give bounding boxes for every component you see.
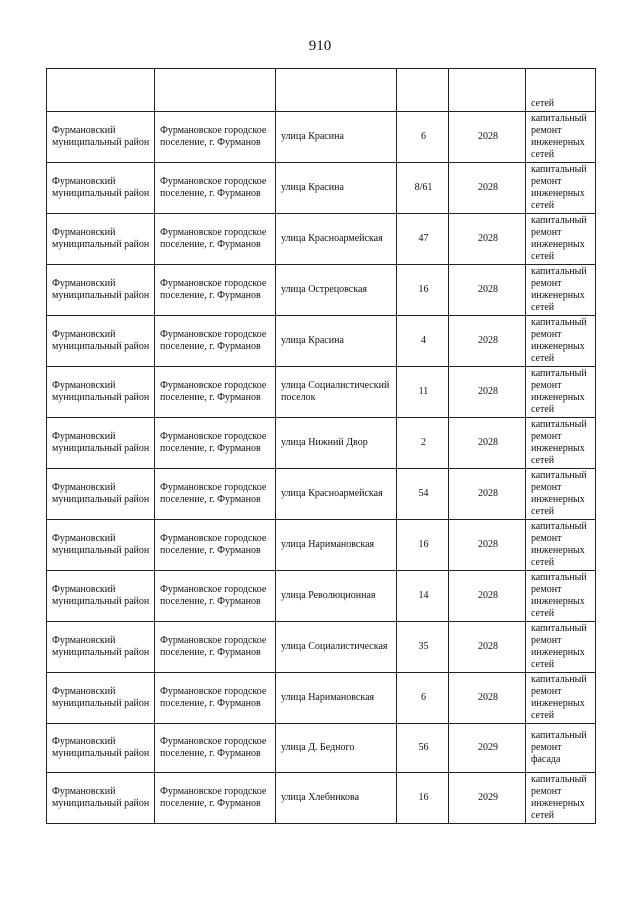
cell-work-type: капитальный ремонт инженерных сетей [526, 673, 596, 724]
cell-street: улица Наримановская [276, 520, 397, 571]
cell-area: Фурмановский муниципальный район [47, 773, 155, 824]
table-row [47, 418, 596, 469]
table-row [47, 214, 596, 265]
cell-house: 47 [397, 214, 449, 265]
table-row [47, 265, 596, 316]
cell-street: улица Красноармейская [276, 469, 397, 520]
cell-area: Фурмановский муниципальный район [47, 469, 155, 520]
table-row [47, 469, 596, 520]
cell-settlement: Фурмановское городское поселение, г. Фурманов [155, 367, 276, 418]
cell-year: 2028 [449, 571, 526, 622]
table-row [47, 571, 596, 622]
cell-settlement: Фурмановское городское поселение, г. Фурманов [155, 622, 276, 673]
cell-street: улица Красина [276, 316, 397, 367]
cell-area [47, 69, 155, 112]
cell-settlement: Фурмановское городское поселение, г. Фурманов [155, 163, 276, 214]
cell-area: Фурмановский муниципальный район [47, 214, 155, 265]
table-row [47, 163, 596, 214]
table-row [47, 622, 596, 673]
cell-area: Фурмановский муниципальный район [47, 520, 155, 571]
cell-area: Фурмановский муниципальный район [47, 265, 155, 316]
cell-year: 2028 [449, 367, 526, 418]
cell-year: 2028 [449, 112, 526, 163]
table-row [47, 673, 596, 724]
cell-settlement: Фурмановское городское поселение, г. Фурманов [155, 773, 276, 824]
cell-settlement: Фурмановское городское поселение, г. Фурманов [155, 418, 276, 469]
cell-area: Фурмановский муниципальный район [47, 367, 155, 418]
cell-street [276, 69, 397, 112]
cell-work-type: капитальный ремонт инженерных сетей [526, 520, 596, 571]
cell-settlement: Фурмановское городское поселение, г. Фурманов [155, 724, 276, 773]
cell-house: 16 [397, 773, 449, 824]
cell-street: улица Красина [276, 163, 397, 214]
cell-house: 56 [397, 724, 449, 773]
cell-settlement: Фурмановское городское поселение, г. Фурманов [155, 265, 276, 316]
cell-area: Фурмановский муниципальный район [47, 673, 155, 724]
cell-house: 6 [397, 673, 449, 724]
cell-settlement: Фурмановское городское поселение, г. Фурманов [155, 571, 276, 622]
cell-work-type: капитальный ремонт фасада [526, 724, 596, 773]
cell-year: 2029 [449, 773, 526, 824]
cell-street: улица Нижний Двор [276, 418, 397, 469]
cell-year: 2029 [449, 724, 526, 773]
cell-settlement: Фурмановское городское поселение, г. Фурманов [155, 112, 276, 163]
cell-settlement: Фурмановское городское поселение, г. Фурманов [155, 316, 276, 367]
cell-year: 2028 [449, 316, 526, 367]
cell-house [397, 69, 449, 112]
cell-work-type: капитальный ремонт инженерных сетей [526, 316, 596, 367]
table-row [47, 520, 596, 571]
cell-street: улица Хлебникова [276, 773, 397, 824]
registry-table [46, 68, 596, 824]
cell-work-type: капитальный ремонт инженерных сетей [526, 367, 596, 418]
registry-table-body [47, 69, 596, 824]
cell-area: Фурмановский муниципальный район [47, 418, 155, 469]
cell-year: 2028 [449, 520, 526, 571]
cell-work-type: капитальный ремонт инженерных сетей [526, 571, 596, 622]
cell-area: Фурмановский муниципальный район [47, 622, 155, 673]
page-number: 910 [308, 38, 332, 54]
table-row [47, 112, 596, 163]
table-row [47, 367, 596, 418]
cell-year: 2028 [449, 163, 526, 214]
cell-house: 11 [397, 367, 449, 418]
cell-year: 2028 [449, 418, 526, 469]
cell-street: улица Революционная [276, 571, 397, 622]
cell-street: улица Социалистический поселок [276, 367, 397, 418]
cell-house: 6 [397, 112, 449, 163]
cell-house: 4 [397, 316, 449, 367]
cell-area: Фурмановский муниципальный район [47, 724, 155, 773]
cell-house: 8/61 [397, 163, 449, 214]
cell-street: улица Красина [276, 112, 397, 163]
cell-house: 16 [397, 520, 449, 571]
cell-settlement: Фурмановское городское поселение, г. Фурманов [155, 469, 276, 520]
continuation-row [47, 69, 596, 112]
table-row [47, 773, 596, 824]
cell-street: улица Социалистическая [276, 622, 397, 673]
cell-year: 2028 [449, 214, 526, 265]
table-row [47, 316, 596, 367]
cell-area: Фурмановский муниципальный район [47, 571, 155, 622]
cell-house: 16 [397, 265, 449, 316]
cell-area: Фурмановский муниципальный район [47, 316, 155, 367]
cell-street: улица Острецовская [276, 265, 397, 316]
cell-year: 2028 [449, 469, 526, 520]
cell-settlement: Фурмановское городское поселение, г. Фурманов [155, 673, 276, 724]
cell-work-type: капитальный ремонт инженерных сетей [526, 622, 596, 673]
table-row [47, 724, 596, 773]
cell-street: улица Д. Бедного [276, 724, 397, 773]
cell-work-type: капитальный ремонт инженерных сетей [526, 214, 596, 265]
cell-house: 35 [397, 622, 449, 673]
cell-year: 2028 [449, 622, 526, 673]
cell-area: Фурмановский муниципальный район [47, 112, 155, 163]
cell-work-type: капитальный ремонт инженерных сетей [526, 265, 596, 316]
cell-settlement [155, 69, 276, 112]
cell-work-type: капитальный ремонт инженерных сетей [526, 469, 596, 520]
cell-house: 54 [397, 469, 449, 520]
cell-work-type: капитальный ремонт инженерных сетей [526, 773, 596, 824]
cell-house: 14 [397, 571, 449, 622]
cell-work-type: капитальный ремонт инженерных сетей [526, 163, 596, 214]
cell-street: улица Красноармейская [276, 214, 397, 265]
cell-area: Фурмановский муниципальный район [47, 163, 155, 214]
cell-work-type: капитальный ремонт инженерных сетей [526, 112, 596, 163]
cell-work-type: капитальный ремонт инженерных сетей [526, 418, 596, 469]
cell-street: улица Наримановская [276, 673, 397, 724]
cell-work-type: сетей [526, 69, 596, 112]
cell-settlement: Фурмановское городское поселение, г. Фурманов [155, 214, 276, 265]
cell-year: 2028 [449, 265, 526, 316]
cell-house: 2 [397, 418, 449, 469]
cell-settlement: Фурмановское городское поселение, г. Фурманов [155, 520, 276, 571]
cell-year [449, 69, 526, 112]
cell-year: 2028 [449, 673, 526, 724]
